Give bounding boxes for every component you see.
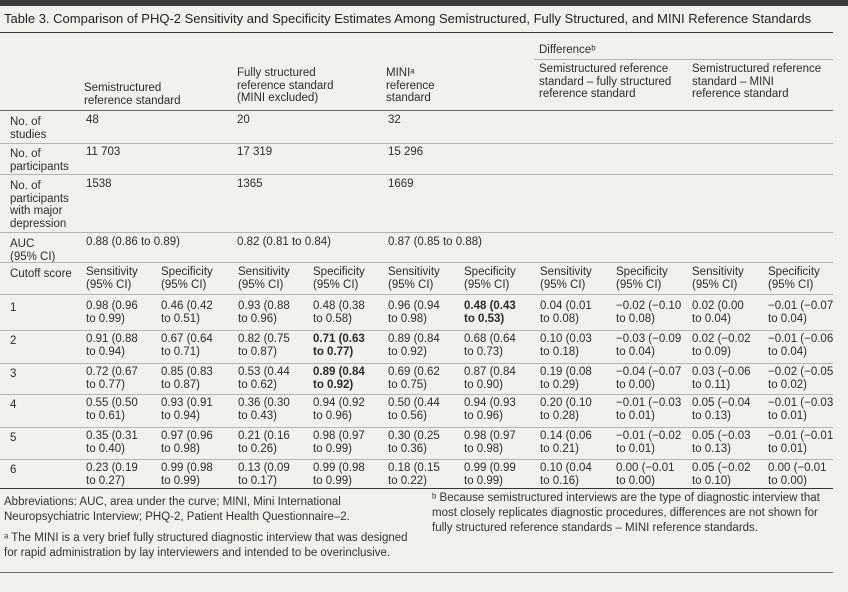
sensitivity-cell: 0.50 (0.44 to 0.56): [388, 397, 440, 422]
studies-label: No. of studies: [10, 116, 47, 141]
specificity-cell: 0.89 (0.84 to 0.92): [313, 366, 365, 391]
semi-header: Semistructured reference standard: [84, 82, 181, 107]
row-rule: [0, 174, 833, 175]
cutoff-score: 2: [10, 335, 17, 347]
auc-fully: 0.82 (0.81 to 0.84): [237, 236, 331, 248]
specificity-cell: 0.87 (0.84 to 0.90): [464, 366, 516, 391]
specificity-cell: 0.48 (0.38 to 0.58): [313, 300, 365, 325]
cutoff-score: 4: [10, 399, 17, 411]
sensitivity-cell: 0.30 (0.25 to 0.36): [388, 430, 440, 455]
cutoff-score: 1: [10, 302, 17, 314]
sensitivity-cell: 0.35 (0.31 to 0.40): [86, 430, 138, 455]
sensitivity-cell: 0.36 (0.30 to 0.43): [238, 397, 290, 422]
specificity-cell: −0.04 (−0.07 to 0.00): [616, 366, 682, 391]
table-title: Table 3. Comparison of PHQ-2 Sensitivity and Specificity Estimates Among Semistructured, Fully Structured, and MINI Reference Standards: [4, 11, 812, 26]
cutoff-header: Cutoff score: [10, 268, 72, 280]
studies-semi: 48: [86, 114, 99, 126]
row-rule: [0, 330, 833, 331]
title-rule: [0, 32, 833, 33]
sensitivity-header: Sensitivity (95% CI): [540, 266, 592, 291]
sensitivity-cell: 0.19 (0.08 to 0.29): [540, 366, 592, 391]
auc-semi: 0.88 (0.86 to 0.89): [86, 236, 180, 248]
sensitivity-cell: 0.10 (0.04 to 0.16): [540, 462, 592, 487]
specificity-cell: 0.68 (0.64 to 0.73): [464, 333, 516, 358]
specificity-cell: 0.94 (0.93 to 0.96): [464, 397, 516, 422]
cutoff-score: 3: [10, 368, 17, 380]
sensitivity-cell: 0.98 (0.96 to 0.99): [86, 300, 138, 325]
row-rule: [0, 262, 833, 263]
specificity-cell: −0.02 (−0.05 to 0.02): [768, 366, 834, 391]
sensitivity-cell: 0.91 (0.88 to 0.94): [86, 333, 138, 358]
sensitivity-header: Sensitivity (95% CI): [86, 266, 138, 291]
participants-fully: 17 319: [237, 146, 273, 158]
sensitivity-cell: 0.03 (−0.06 to 0.11): [692, 366, 751, 391]
specificity-cell: 0.93 (0.91 to 0.94): [161, 397, 213, 422]
footnote-b: ᵇ Because semistructured interviews are the type of diagnostic interview that most closely replicates diagnostic procedures, differences are not shown for fully structured reference standards – MINI reference standards.: [432, 492, 820, 534]
specificity-header: Specificity (95% CI): [616, 266, 668, 291]
specificity-header: Specificity (95% CI): [161, 266, 213, 291]
specificity-cell: 0.71 (0.63 to 0.77): [313, 333, 365, 358]
specificity-cell: −0.01 (−0.07 to 0.04): [768, 300, 834, 325]
specificity-cell: 0.94 (0.92 to 0.96): [313, 397, 365, 422]
specificity-cell: 0.97 (0.96 to 0.98): [161, 430, 213, 455]
row-rule: [0, 294, 833, 295]
footnote-a: ᵃ The MINI is a very brief fully structured diagnostic interview that was designed for rapid administration by lay interviewers and intended to be overinclusive.: [4, 532, 408, 559]
specificity-cell: 0.00 (−0.01 to 0.00): [768, 462, 827, 487]
specificity-cell: 0.98 (0.97 to 0.99): [313, 430, 365, 455]
cutoff-score: 5: [10, 432, 17, 444]
specificity-cell: 0.67 (0.64 to 0.71): [161, 333, 213, 358]
specificity-header: Specificity (95% CI): [464, 266, 516, 291]
participants-label: No. of participants: [10, 148, 69, 173]
auc-label: AUC (95% CI): [10, 238, 56, 263]
difference-header: Differenceᵇ: [539, 44, 596, 56]
specificity-cell: 0.48 (0.43 to 0.53): [464, 300, 516, 325]
footnote-abbreviations: Abbreviations: AUC, area under the curve; MINI, Mini International Neuropsychiatric Interview; PHQ-2, Patient Health Questionnaire–2.: [4, 496, 350, 523]
sensitivity-cell: 0.55 (0.50 to 0.61): [86, 397, 138, 422]
sensitivity-cell: 0.72 (0.67 to 0.77): [86, 366, 138, 391]
specificity-cell: −0.01 (−0.03 to 0.01): [616, 397, 682, 422]
table-bottom-rule: [0, 488, 833, 489]
sensitivity-cell: 0.69 (0.62 to 0.75): [388, 366, 440, 391]
sensitivity-cell: 0.96 (0.94 to 0.98): [388, 300, 440, 325]
specificity-header: Specificity (95% CI): [768, 266, 820, 291]
row-rule: [0, 232, 833, 233]
specificity-header: Specificity (95% CI): [313, 266, 365, 291]
diff2-header: Semistructured reference standard – MINI reference standard: [692, 63, 822, 100]
sensitivity-cell: 0.05 (−0.03 to 0.13): [692, 430, 751, 455]
top-border: [0, 0, 848, 6]
header-rule: [0, 110, 833, 111]
specificity-cell: 0.85 (0.83 to 0.87): [161, 366, 213, 391]
specificity-cell: 0.00 (−0.01 to 0.00): [616, 462, 675, 487]
major-mini: 1669: [388, 178, 414, 190]
sensitivity-cell: 0.93 (0.88 to 0.96): [238, 300, 290, 325]
row-rule: [0, 459, 833, 460]
cutoff-score: 6: [10, 464, 17, 476]
sensitivity-cell: 0.21 (0.16 to 0.26): [238, 430, 290, 455]
major-fully: 1365: [237, 178, 263, 190]
diff1-header: Semistructured reference standard – fully structured reference standard: [539, 63, 672, 100]
specificity-cell: 0.99 (0.98 to 0.99): [313, 462, 365, 487]
specificity-cell: 0.98 (0.97 to 0.98): [464, 430, 516, 455]
specificity-cell: 0.46 (0.42 to 0.51): [161, 300, 213, 325]
auc-mini: 0.87 (0.85 to 0.88): [388, 236, 482, 248]
sensitivity-cell: 0.10 (0.03 to 0.18): [540, 333, 592, 358]
fully-header: Fully structured reference standard (MINI excluded): [237, 67, 334, 104]
major-semi: 1538: [86, 178, 112, 190]
sensitivity-header: Sensitivity (95% CI): [238, 266, 290, 291]
specificity-cell: −0.03 (−0.09 to 0.04): [616, 333, 682, 358]
studies-fully: 20: [237, 114, 250, 126]
sensitivity-header: Sensitivity (95% CI): [692, 266, 744, 291]
specificity-cell: −0.01 (−0.01 to 0.01): [768, 430, 834, 455]
major-label: No. of participants with major depression: [10, 180, 69, 230]
sensitivity-cell: 0.18 (0.15 to 0.22): [388, 462, 440, 487]
specificity-cell: 0.99 (0.99 to 0.99): [464, 462, 516, 487]
specificity-cell: −0.02 (−0.10 to 0.08): [616, 300, 682, 325]
studies-mini: 32: [388, 114, 401, 126]
sensitivity-header: Sensitivity (95% CI): [388, 266, 440, 291]
specificity-cell: −0.01 (−0.02 to 0.01): [616, 430, 682, 455]
sensitivity-cell: 0.89 (0.84 to 0.92): [388, 333, 440, 358]
row-rule: [0, 143, 833, 144]
sensitivity-cell: 0.05 (−0.02 to 0.10): [692, 462, 751, 487]
specificity-cell: 0.99 (0.98 to 0.99): [161, 462, 213, 487]
difference-rule: [534, 59, 833, 60]
sensitivity-cell: 0.53 (0.44 to 0.62): [238, 366, 290, 391]
mini-header: MINIᵃ reference standard: [386, 67, 435, 104]
sensitivity-cell: 0.20 (0.10 to 0.28): [540, 397, 592, 422]
row-rule: [0, 394, 833, 395]
participants-mini: 15 296: [388, 146, 424, 158]
sensitivity-cell: 0.04 (0.01 to 0.08): [540, 300, 592, 325]
row-rule: [0, 427, 833, 428]
participants-semi: 11 703: [86, 146, 121, 158]
sensitivity-cell: 0.05 (−0.04 to 0.13): [692, 397, 751, 422]
sensitivity-cell: 0.82 (0.75 to 0.87): [238, 333, 290, 358]
sensitivity-cell: 0.02 (0.00 to 0.04): [692, 300, 744, 325]
sensitivity-cell: 0.23 (0.19 to 0.27): [86, 462, 138, 487]
sensitivity-cell: 0.13 (0.09 to 0.17): [238, 462, 290, 487]
specificity-cell: −0.01 (−0.06 to 0.04): [768, 333, 834, 358]
row-rule: [0, 363, 833, 364]
specificity-cell: −0.01 (−0.03 to 0.01): [768, 397, 834, 422]
bottom-rule: [0, 572, 833, 573]
sensitivity-cell: 0.02 (−0.02 to 0.09): [692, 333, 751, 358]
sensitivity-cell: 0.14 (0.06 to 0.21): [540, 430, 592, 455]
